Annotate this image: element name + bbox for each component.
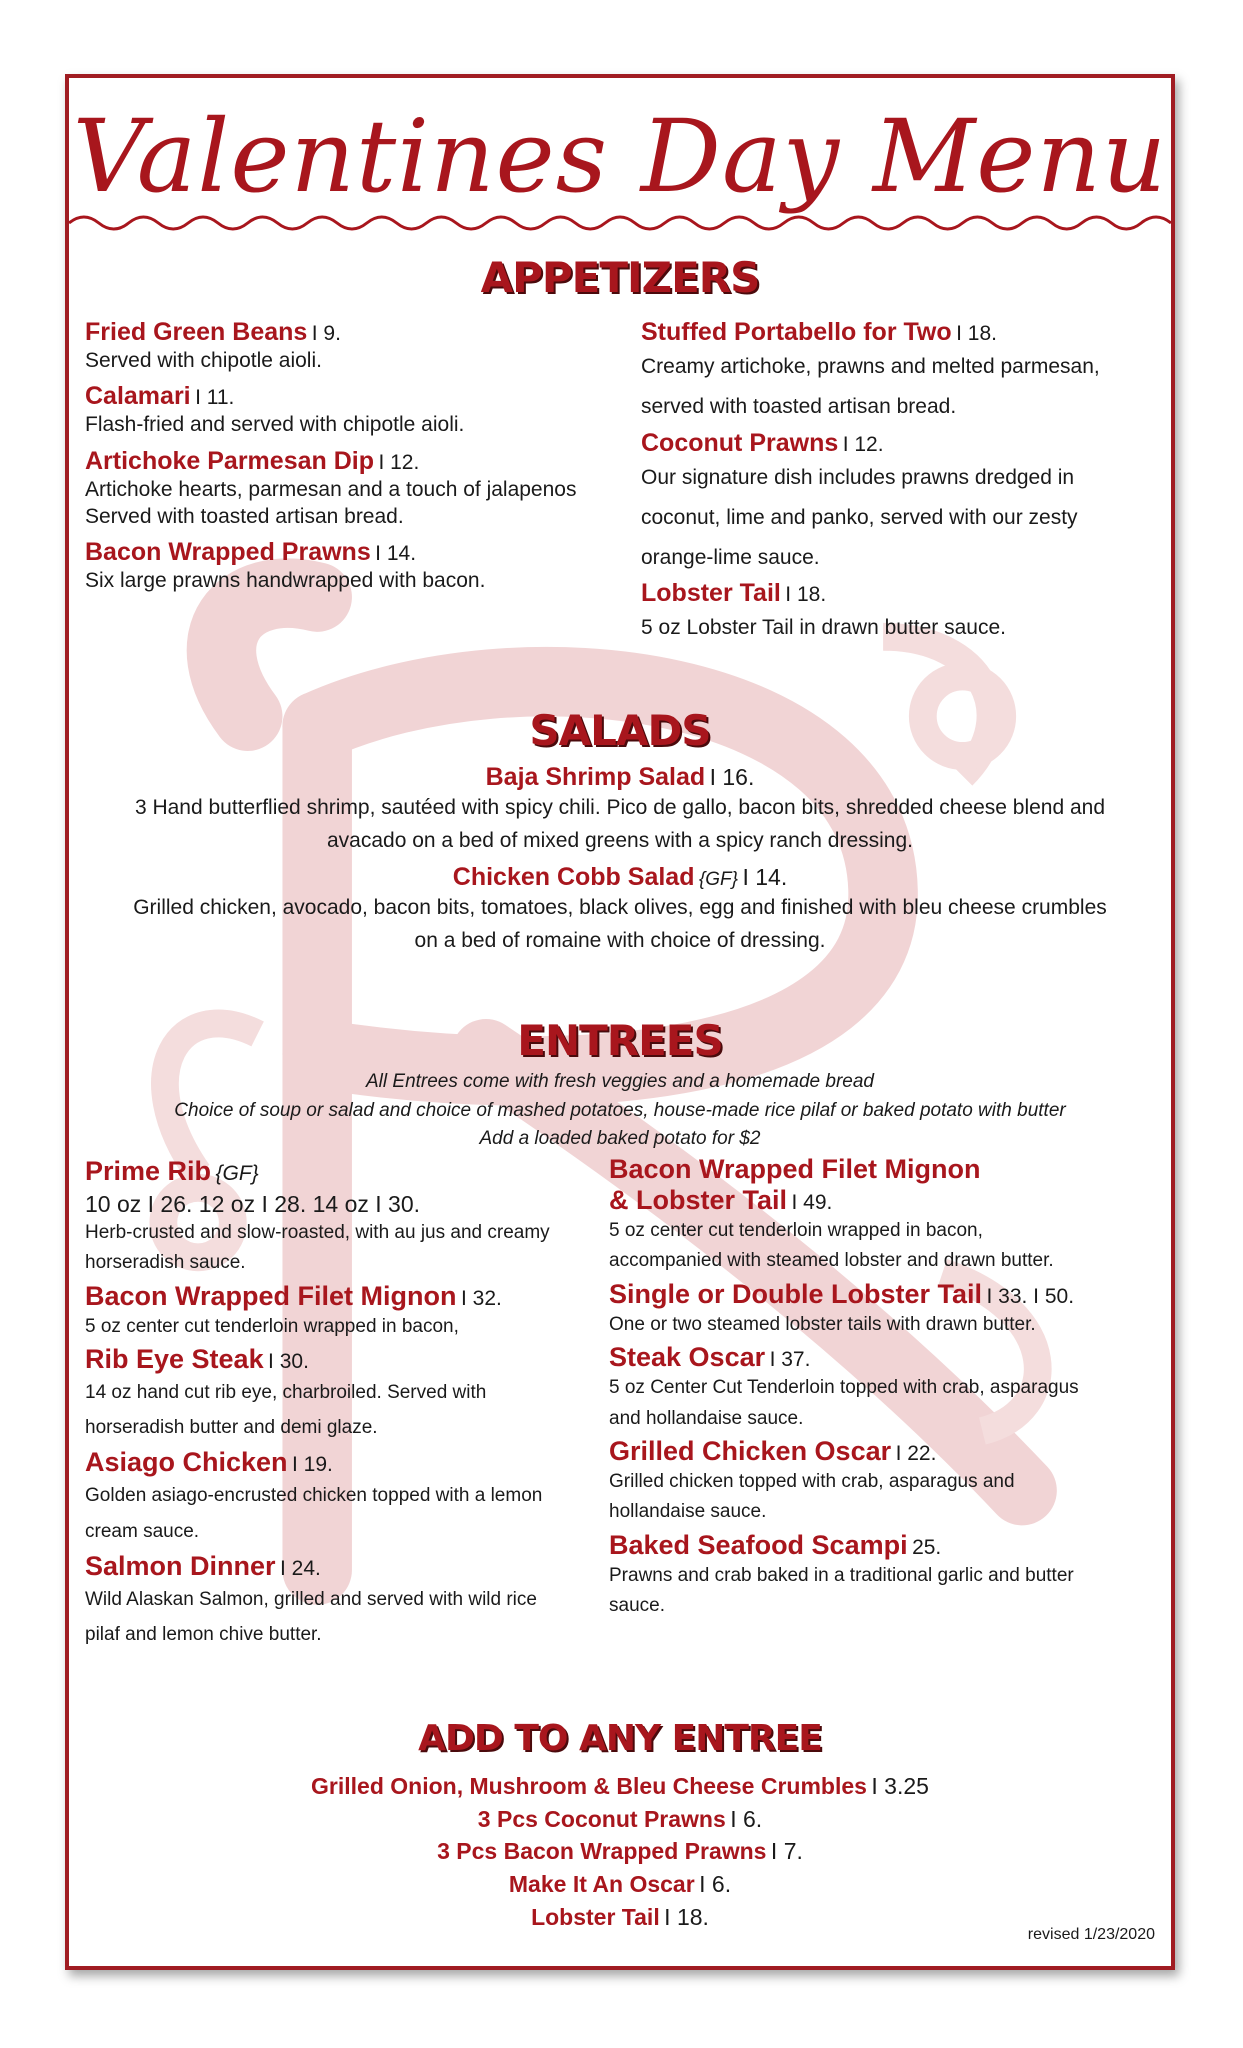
- addon-item: [69, 1770, 1171, 1803]
- salads-list: [69, 763, 1171, 957]
- entree-note: All Entrees come with fresh veggies and a homemade bread: [366, 1071, 874, 1092]
- item-price: I 14.: [742, 864, 788, 891]
- item-desc: on a bed of romaine with choice of dressing.: [414, 928, 826, 952]
- menu-item: [85, 318, 625, 374]
- addon-name: 3 Pcs Coconut Prawns: [477, 1805, 726, 1832]
- item-desc: 5 oz Center Cut Tenderloin topped with crab, asparagus: [609, 1377, 1079, 1399]
- entrees-heading: ENTREES: [517, 1016, 723, 1065]
- item-desc: sauce.: [609, 1595, 665, 1617]
- item-price: I 37.: [769, 1348, 811, 1372]
- addons-heading: ADD TO ANY ENTREE: [418, 1718, 822, 1759]
- item-name: Grilled Chicken Oscar: [609, 1435, 892, 1466]
- item-desc: hollandaise sauce.: [609, 1501, 767, 1523]
- menu-item: [641, 318, 1161, 427]
- addon-item: [69, 1868, 1171, 1901]
- item-tag: {GF}: [215, 1162, 259, 1185]
- addon-price: I 3.25: [871, 1773, 929, 1799]
- item-name: Lobster Tail: [641, 579, 781, 608]
- item-price: I 30.: [268, 1350, 309, 1374]
- item-desc: Creamy artichoke, prawns and melted parmesan,: [641, 355, 1100, 378]
- addon-price: I 6.: [730, 1805, 763, 1832]
- item-tag: {GF}: [698, 869, 739, 891]
- item-desc: Served with chipotle aioli.: [85, 349, 322, 372]
- item-desc: Prawns and crab baked in a traditional garlic and butter: [609, 1564, 1074, 1586]
- item-price: I 12.: [842, 432, 884, 456]
- menu-item: [609, 1530, 1169, 1622]
- item-name: Salmon Dinner: [85, 1550, 276, 1581]
- entree-note: Add a loaded baked potato for $2: [479, 1128, 761, 1149]
- appetizers-heading: APPETIZERS: [480, 253, 760, 302]
- entrees-right-column: [609, 1154, 1169, 1622]
- item-price: I 32.: [460, 1286, 502, 1310]
- item-name: Bacon Wrapped Filet Mignon: [85, 1280, 457, 1311]
- appetizers-left-column: [85, 318, 625, 594]
- item-price: I 16.: [709, 764, 755, 790]
- appetizers-right-column: [641, 318, 1161, 648]
- menu-item: [641, 579, 1161, 648]
- item-desc: Grilled chicken, avocado, bacon bits, tomatoes, black olives, egg and finished with bleu cheese crumbles: [133, 896, 1107, 920]
- addon-name: Grilled Onion, Mushroom & Bleu Cheese Crumbles: [311, 1773, 867, 1799]
- item-price: I 24.: [279, 1556, 321, 1580]
- item-price: I 22.: [895, 1441, 937, 1465]
- item-name: Bacon Wrapped Prawns: [85, 538, 371, 567]
- item-desc: Our signature dish includes prawns dredged in: [641, 465, 1075, 489]
- entrees-left-column: [85, 1156, 625, 1652]
- item-name: Calamari: [85, 382, 191, 411]
- item-desc: horseradish butter and demi glaze.: [85, 1417, 378, 1439]
- item-sizes: 10 oz I 26. 12 oz I 28. 14 oz I 30.: [85, 1191, 421, 1217]
- menu-item: [85, 538, 625, 594]
- menu-title: Valentines Day Menu: [72, 98, 1168, 215]
- item-desc: Artichoke hearts, parmesan and a touch of jalapenos: [85, 477, 577, 501]
- item-desc: 14 oz hand cut rib eye, charbroiled. Served with: [85, 1382, 487, 1404]
- menu-item: [85, 1156, 625, 1279]
- item-desc: orange-lime sauce.: [641, 545, 820, 569]
- item-desc: and hollandaise sauce.: [609, 1407, 804, 1429]
- item-price: I 49.: [791, 1191, 833, 1214]
- menu-item: [609, 1279, 1169, 1340]
- addon-price: I 6.: [699, 1870, 732, 1897]
- item-desc: Herb-crusted and slow-roasted, with au jus and creamy: [85, 1222, 550, 1243]
- item-desc: Flash-fried and served with chipotle aioli.: [85, 413, 465, 437]
- item-price: I 14.: [375, 542, 417, 566]
- menu-item: [69, 863, 1171, 957]
- item-desc: One or two steamed lobster tails with drawn butter.: [609, 1313, 1036, 1335]
- item-desc: coconut, lime and panko, served with our zesty: [641, 505, 1078, 529]
- addon-name: 3 Pcs Bacon Wrapped Prawns: [437, 1838, 767, 1865]
- addon-name: Make It An Oscar: [508, 1870, 695, 1897]
- menu-item: [69, 763, 1171, 857]
- item-name: Baja Shrimp Salad: [485, 763, 706, 791]
- addon-price: I 7.: [770, 1838, 803, 1865]
- entree-note: Choice of soup or salad and choice of mashed potatoes, house-made rice pilaf or baked potato with butter: [174, 1099, 1066, 1121]
- addon-item: [69, 1901, 1171, 1934]
- item-price: I 11.: [195, 386, 235, 410]
- item-desc: 5 oz center cut tenderloin wrapped in bacon,: [85, 1315, 459, 1337]
- item-name: Steak Oscar: [609, 1342, 766, 1373]
- item-price: I 19.: [292, 1453, 333, 1477]
- menu-item: [609, 1436, 1169, 1528]
- item-price: I 18.: [956, 322, 997, 345]
- item-desc: Wild Alaskan Salmon, grilled and served with wild rice: [85, 1588, 537, 1610]
- item-price: I 9.: [311, 322, 341, 345]
- item-desc: avacado on a bed of mixed greens with a spicy ranch dressing.: [326, 828, 913, 852]
- addon-item: [69, 1835, 1171, 1868]
- wave-divider-icon: [69, 208, 1171, 238]
- addons-list: [69, 1770, 1171, 1933]
- menu-item: [85, 447, 625, 531]
- item-desc: Served with toasted artisan bread.: [85, 504, 404, 528]
- item-name: Chicken Cobb Salad: [452, 863, 695, 892]
- item-desc: 3 Hand butterflied shrimp, sautéed with spicy chili. Pico de gallo, bacon bits, shredded cheese blend and: [134, 796, 1106, 819]
- item-name: Fried Green Beans: [85, 318, 308, 346]
- item-desc: Golden asiago-encrusted chicken topped with a lemon: [85, 1485, 543, 1507]
- item-name: Coconut Prawns: [641, 428, 839, 457]
- item-name: Rib Eye Steak: [85, 1344, 264, 1375]
- menu-item: [85, 1447, 625, 1548]
- item-desc: pilaf and lemon chive butter.: [85, 1623, 322, 1645]
- item-price: I 18.: [785, 583, 827, 607]
- item-name: Artichoke Parmesan Dip: [85, 446, 374, 475]
- item-desc: cream sauce.: [85, 1520, 200, 1542]
- item-name: Prime Rib: [85, 1156, 212, 1186]
- item-desc: 5 oz center cut tenderloin wrapped in bacon,: [609, 1220, 983, 1241]
- menu-item: [85, 1281, 625, 1342]
- item-name: Asiago Chicken: [85, 1447, 288, 1478]
- menu-item: [609, 1342, 1169, 1434]
- item-desc: Six large prawns handwrapped with bacon.: [85, 569, 486, 593]
- item-desc: horseradish sauce.: [85, 1252, 246, 1274]
- item-price: I 33. I 50.: [986, 1284, 1075, 1308]
- item-desc: 5 oz Lobster Tail in drawn butter sauce.: [641, 616, 1006, 640]
- item-desc: accompanied with steamed lobster and drawn butter.: [609, 1250, 1054, 1272]
- salads-heading: SALADS: [529, 706, 711, 755]
- menu-page: [65, 74, 1175, 1970]
- menu-item: [85, 1551, 625, 1652]
- menu-item: [85, 382, 625, 438]
- item-name: Baked Seafood Scampi: [609, 1529, 908, 1560]
- addon-name: Lobster Tail: [531, 1903, 660, 1930]
- item-name: Single or Double Lobster Tail: [609, 1278, 983, 1309]
- addon-price: I 18.: [664, 1903, 709, 1930]
- item-price: I 12.: [378, 450, 420, 474]
- entrees-notes: [69, 1068, 1171, 1154]
- item-price: 25.: [912, 1535, 942, 1559]
- item-desc: Grilled chicken topped with crab, asparagus and: [609, 1470, 1015, 1492]
- item-name: Stuffed Portabello for Two: [641, 318, 952, 346]
- item-name: Bacon Wrapped Filet Mignon: [609, 1154, 981, 1184]
- revised-date: revised 1/23/2020: [1027, 1926, 1155, 1943]
- item-name-line2: & Lobster Tail: [609, 1185, 788, 1215]
- addon-item: [69, 1803, 1171, 1836]
- menu-item: [85, 1344, 625, 1445]
- item-desc: served with toasted artisan bread.: [641, 394, 957, 418]
- menu-item: [641, 429, 1161, 578]
- menu-item: [609, 1154, 1169, 1277]
